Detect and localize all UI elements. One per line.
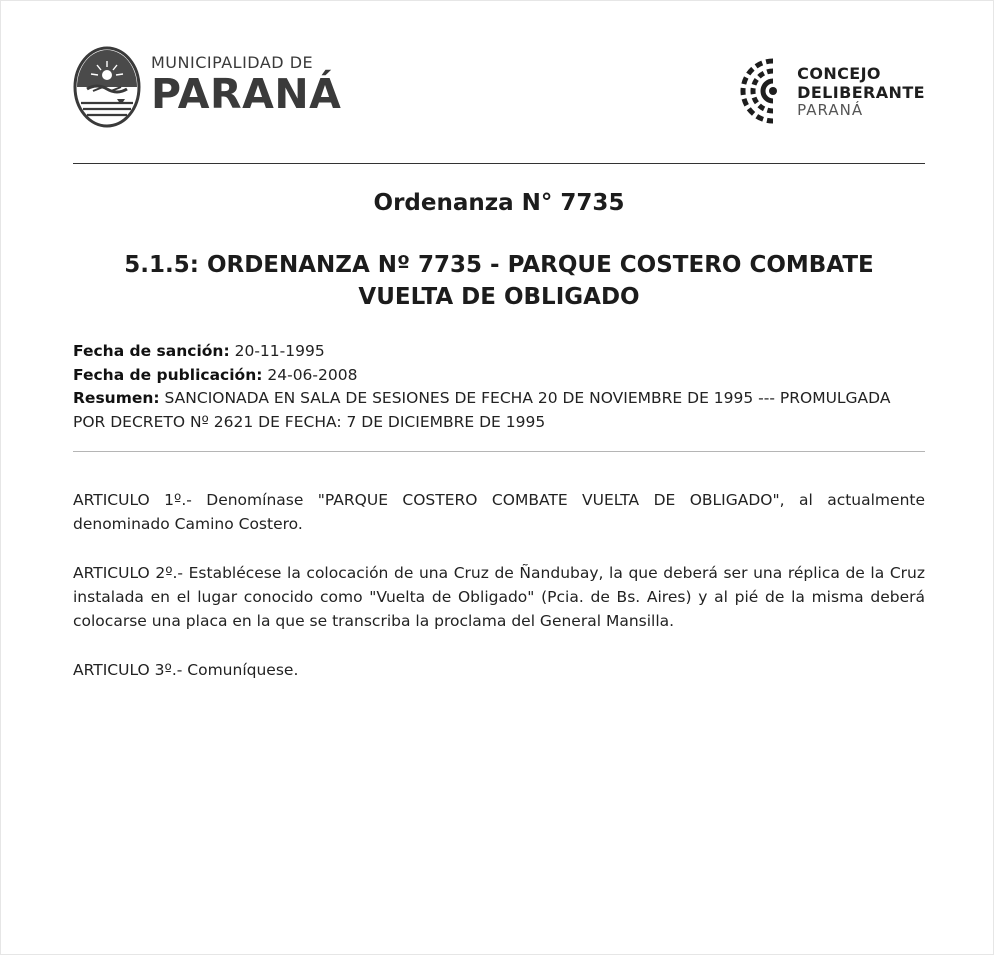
metadata-divider xyxy=(73,451,925,452)
letterhead xyxy=(73,45,925,135)
publicacion-value: 24-06-2008 xyxy=(267,365,358,384)
council-emblem-icon xyxy=(733,51,785,131)
municipality-wordmark xyxy=(151,53,342,118)
sancion-label: Fecha de sanción: xyxy=(73,342,230,360)
municipality-line2: PARANÁ xyxy=(151,70,342,118)
council-line3: PARANÁ xyxy=(797,100,864,119)
header-divider xyxy=(73,163,925,164)
article-1: ARTICULO 1º.- Denomínase "PARQUE COSTERO COMBATE VUELTA DE OBLIGADO", al actualmente denominado Camino Costero. xyxy=(73,491,925,533)
article-3: ARTICULO 3º.- Comuníquese. xyxy=(73,661,299,679)
sancion-value: 20-11-1995 xyxy=(234,342,325,360)
document-body xyxy=(73,488,925,707)
council-line2: DELIBERANTE xyxy=(797,82,925,102)
resumen-value: SANCIONADA EN SALA DE SESIONES DE FECHA 20 DE NOVIEMBRE DE 1995 --- PROMULGADA POR DECRETO Nº 2621 DE FECHA: 7 DE DICIEMBRE DE 1995 xyxy=(73,389,891,431)
document-title: Ordenanza N° 7735 xyxy=(373,190,625,216)
council-wordmark xyxy=(797,64,925,119)
municipality-logo xyxy=(73,45,341,129)
document-metadata xyxy=(73,340,925,434)
municipality-line1: MUNICIPALIDAD DE xyxy=(151,53,314,72)
sancion-row xyxy=(73,340,925,364)
municipality-seal-icon xyxy=(73,45,141,129)
council-logo xyxy=(733,51,925,131)
council-line1: CONCEJO xyxy=(797,63,881,83)
article-2: ARTICULO 2º.- Establécese la colocación de una Cruz de Ñandubay, la que deberá ser una réplica de la Cruz instalada en el lugar conocido como "Vuelta de Obligado" (Pcia. de Bs. Aires) y al pié de la misma deberá colocarse una placa en la que se transcriba la proclama del General Mansilla. xyxy=(73,564,925,630)
publicacion-row xyxy=(73,364,925,388)
publicacion-label: Fecha de publicación: xyxy=(73,365,263,384)
resumen-row xyxy=(73,387,925,434)
document-heading: 5.1.5: ORDENANZA Nº 7735 - PARQUE COSTERO COMBATE VUELTA DE OBLIGADO xyxy=(124,252,874,310)
document-page xyxy=(1,1,994,956)
resumen-label: Resumen: xyxy=(73,389,160,407)
